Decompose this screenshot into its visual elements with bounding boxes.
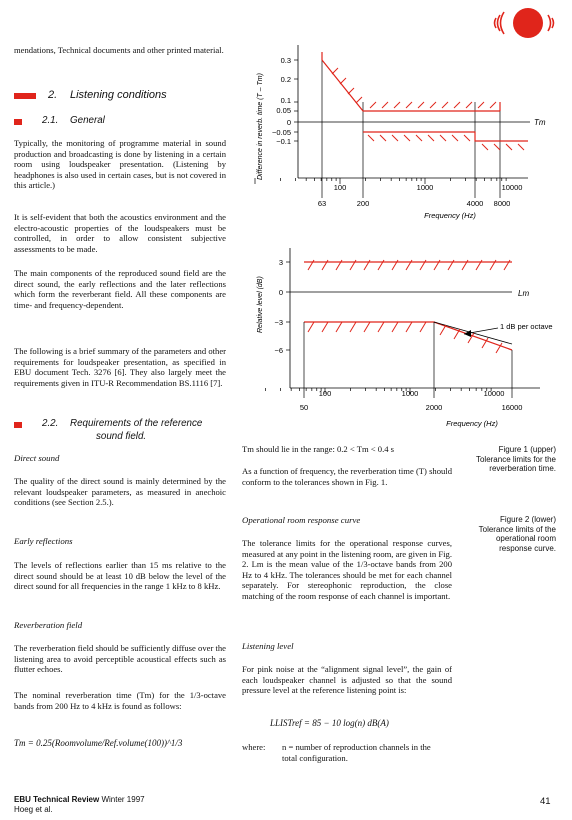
footer-authors: Hoeg et al.: [14, 805, 53, 814]
fig1-tm-label: Tm: [534, 118, 546, 127]
paragraph-tolerance-limits: The tolerance limits for the operational response curves, measured at any point in the listening room, are given in Fig. 2. Lm is the mean value of the 1/3-octave bands from 200 Hz to 4 kHz. The tolerances should be met for each channel separately. For stereophonic reproduction, the close matching of the room response of each channel is important.: [242, 538, 452, 601]
fig2-ytick-3: −6: [274, 346, 283, 355]
figure-1-caption: Figure 1 (upper) Tolerance limits for the reverberation time.: [475, 445, 556, 474]
heading-operational-response: Operational room response curve: [242, 515, 361, 525]
fig1-xtick-bottom-2: 4000: [466, 199, 484, 208]
heading-direct-sound: Direct sound: [14, 453, 60, 463]
paragraph-direct-sound: The quality of the direct sound is mainly determined by the relevant loudspeaker parameters, as measured in anechoic conditions (see Section 2.5.).: [14, 476, 226, 508]
subsection-number: 2.1.: [42, 115, 59, 126]
figure-2-room-response: [250, 238, 560, 433]
fig1-xtick-top-1: 1000: [416, 183, 434, 192]
fig2-ytick-0: 3: [278, 258, 283, 267]
where-label: where:: [242, 742, 266, 752]
fig2-lm-label: Lm: [518, 289, 530, 298]
fig2-xtick-bottom-2: 16000: [501, 403, 523, 412]
fig1-xtick-top-0: 100: [333, 183, 347, 192]
section-marker: [14, 93, 36, 99]
fig1-xtick-bottom-1: 200: [356, 199, 370, 208]
subsection-title-2: Requirements of the reference: [70, 418, 203, 429]
fig2-xtick-bottom-1: 2000: [425, 403, 443, 412]
fig1-ytick-3: 0.05: [276, 106, 291, 115]
fig2-annotation: 1 dB per octave: [500, 322, 553, 331]
paragraph-early-reflections: The levels of reflections earlier than 15 ms relative to the direct sound should be at least 10 dB below the level of the direct sound for all frequencies in the range 1 kHz to 8 kHz.: [14, 560, 226, 592]
subsection-marker-2: [14, 422, 22, 428]
formula-listening-level: LLISTref = 85 − 10 log(n) dB(A): [270, 718, 389, 728]
footer-issue: Winter 1997: [101, 795, 145, 804]
heading-early-reflections: Early reflections: [14, 536, 73, 546]
fig1-xtick-top-2: 10000: [501, 183, 523, 192]
fig2-xtick-bottom-0: 50: [299, 403, 309, 412]
fig1-ytick-5: −0.05: [272, 128, 291, 137]
paragraph-acoustics: It is self-evident that both the acoustics environment and the electro-acoustic properties of the loudspeakers must be controlled, in order to allow consistent subjective assessments to be made.: [14, 212, 226, 254]
paragraph-components: The main components of the reproduced sound field are the direct sound, the early reflections and the later reflections which form the reverberant field. All these components are time- and frequency-dependent.: [14, 268, 226, 310]
footer-journal: [14, 795, 145, 804]
fig1-ytick-6: −0.1: [276, 137, 291, 146]
footer-journal-name: EBU Technical Review: [14, 795, 100, 804]
subsection-title: General: [70, 115, 105, 126]
fig2-xtick-top-1: 1000: [401, 389, 419, 398]
figure-2-caption: Figure 2 (lower) Tolerance limits of the operational room response curve.: [478, 515, 556, 553]
fig2-ylabel: Relative level (dB): [257, 276, 264, 333]
section-number: 2.: [48, 89, 58, 101]
fig2-ytick-2: −3: [274, 318, 283, 327]
fig2-ytick-1: 0: [278, 288, 283, 297]
section-title: Listening conditions: [70, 89, 167, 101]
subsection-number-2: 2.2.: [42, 418, 59, 429]
fig2-xtick-top-2: 10000: [483, 389, 505, 398]
subsection-marker: [14, 119, 22, 125]
heading-reverberation-field: Reverberation field: [14, 620, 83, 630]
fig1-ylabel: Difference in reverb. time (T – Tm): [257, 73, 264, 180]
paragraph-reverberation-field: The reverberation field should be sufficiently diffuse over the listening area to avoid perceptible acoustical effects such as flutter echoes.: [14, 643, 226, 675]
heading-listening-level: Listening level: [242, 641, 294, 651]
fig1-xtick-bottom-0: 63: [317, 199, 327, 208]
ebu-logo: [488, 6, 560, 40]
formula-reverb: Tm = 0.25(Roomvolume/Ref.volume(100))^1/3: [14, 738, 183, 748]
subsection-title-2b: sound field.: [96, 431, 147, 442]
fig1-xtick-bottom-3: 8000: [493, 199, 511, 208]
fig1-ytick-0: 0.3: [280, 56, 291, 65]
intro-text: mendations, Technical documents and other printed material.: [14, 45, 224, 55]
fig1-ytick-4: 0: [286, 118, 291, 127]
paragraph-tm-range: Tm should lie in the range: 0.2 < Tm < 0.4 s: [242, 444, 395, 454]
where-definition: n = number of reproduction channels in the total configuration.: [282, 742, 431, 763]
paragraph-nominal-reverb: The nominal reverberation time (Tm) for the 1/3-octave bands from 200 Hz to 4 kHz is found as follows:: [14, 690, 226, 711]
fig2-xlabel: Frequency (Hz): [446, 419, 498, 428]
paragraph-pink-noise: For pink noise at the “alignment signal level”, the gain of each loudspeaker channel is adjusted so that the sound pressure level at the reference listening point is:: [242, 664, 452, 696]
paragraph-freq-function: As a function of frequency, the reverberation time (T) should conform to the tolerances shown in Fig. 1.: [242, 466, 452, 487]
fig1-xlabel: Frequency (Hz): [424, 211, 476, 220]
paragraph-monitoring: Typically, the monitoring of programme material in sound production and broadcasting is done by listening in a certain room using loudspeaker presentation. (Listening by headphones is also used in certain cases, but is not covered in this article.): [14, 138, 226, 191]
paragraph-summary: The following is a brief summary of the parameters and other requirements for loudspeaker presentation, as specified in EBU document Tech. 3276 [6]. They also largely meet the requirements given in ITU-R Recommendation BS.1116 [7].: [14, 346, 226, 388]
fig1-ytick-2: 0.1: [280, 96, 291, 105]
figure-1-reverb-tolerance: [250, 40, 560, 225]
fig2-xtick-top-0: 100: [318, 389, 332, 398]
page-number: 41: [540, 796, 551, 807]
fig1-ytick-1: 0.2: [280, 75, 291, 84]
